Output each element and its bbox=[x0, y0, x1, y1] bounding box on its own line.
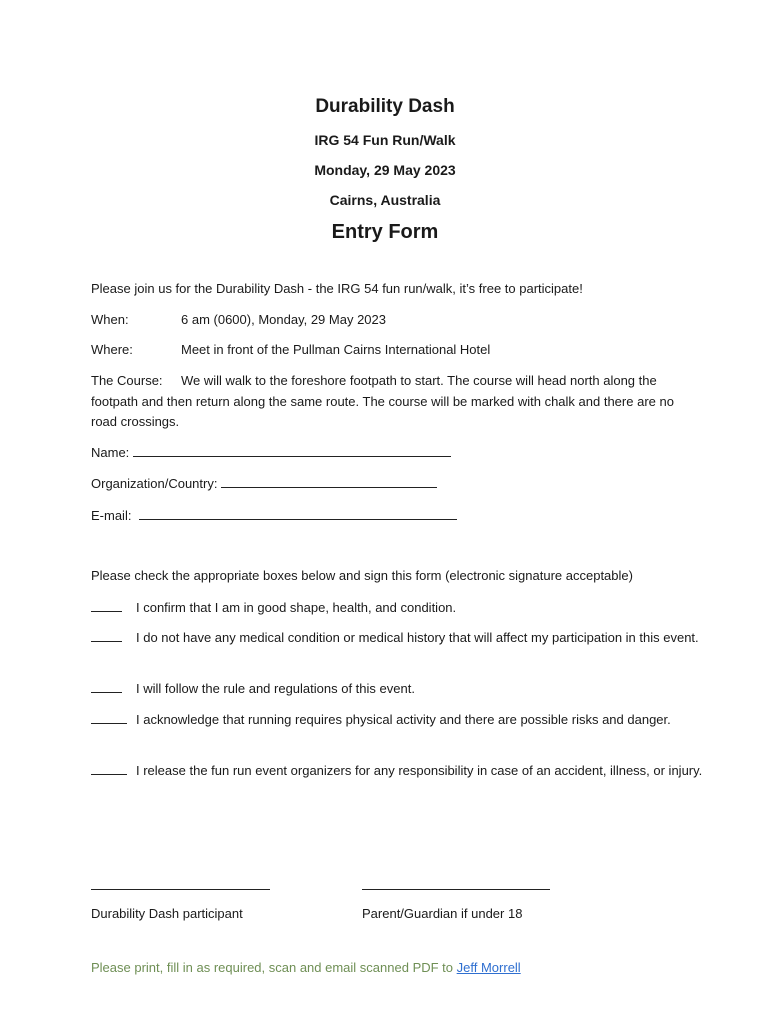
organization-input-line[interactable] bbox=[221, 475, 437, 488]
checklist-item[interactable] bbox=[91, 709, 681, 730]
checklist-item[interactable] bbox=[91, 760, 726, 781]
participant-signature-line[interactable] bbox=[91, 889, 270, 890]
check-blank[interactable] bbox=[91, 599, 122, 612]
name-input-line[interactable] bbox=[133, 444, 451, 457]
event-date: Monday, 29 May 2023 bbox=[314, 162, 456, 178]
organization-label: Organization/Country: bbox=[91, 476, 218, 491]
checklist-item[interactable] bbox=[91, 597, 726, 618]
where-row bbox=[91, 340, 691, 361]
when-row bbox=[91, 310, 691, 331]
footer-text: Please print, fill in as required, scan and email scanned PDF to bbox=[91, 960, 457, 975]
checklist-item[interactable] bbox=[91, 627, 726, 648]
guardian-signature-label: Parent/Guardian if under 18 bbox=[362, 906, 523, 921]
course-row bbox=[91, 371, 691, 433]
check-blank[interactable] bbox=[91, 711, 127, 724]
document-title: Durability Dash bbox=[315, 96, 455, 117]
checklist-instruction: Please check the appropriate boxes below and sign this form (electronic signature acceptable) bbox=[91, 568, 633, 583]
checklist-item-text: I confirm that I am in good shape, health, and condition. bbox=[136, 600, 457, 615]
guardian-signature-line[interactable] bbox=[362, 889, 550, 890]
where-label: Where: bbox=[91, 342, 133, 357]
footer-note bbox=[91, 960, 521, 975]
form-title: Entry Form bbox=[331, 221, 439, 243]
email-label: E-mail: bbox=[91, 508, 132, 523]
when-value: 6 am (0600), Monday, 29 May 2023 bbox=[181, 312, 386, 327]
intro-text: Please join us for the Durability Dash - the IRG 54 fun run/walk, it’s free to participate! bbox=[91, 281, 583, 296]
check-blank[interactable] bbox=[91, 762, 127, 775]
email-input-line[interactable] bbox=[139, 507, 457, 520]
checklist-item-text: I do not have any medical condition or medical history that will affect my participation in this event. bbox=[136, 630, 699, 645]
checklist-item-text: I release the fun run event organizers for any responsibility in case of an accident, illness, or injury. bbox=[136, 763, 703, 778]
check-blank[interactable] bbox=[91, 680, 122, 693]
organization-field[interactable] bbox=[91, 474, 691, 495]
participant-signature-label: Durability Dash participant bbox=[91, 906, 243, 921]
event-location: Cairns, Australia bbox=[329, 192, 441, 208]
event-subtitle: IRG 54 Fun Run/Walk bbox=[314, 132, 456, 148]
checklist-item-text: I will follow the rule and regulations of this event. bbox=[136, 681, 415, 696]
email-field[interactable] bbox=[91, 506, 691, 527]
check-blank[interactable] bbox=[91, 629, 122, 642]
checklist-item-text: I acknowledge that running requires physical activity and there are possible risks and danger. bbox=[136, 712, 671, 727]
course-value: We will walk to the foreshore footpath to start. The course will head north along the footpath and then return along the same route. The course will be marked with chalk and there are no road crossings. bbox=[91, 373, 674, 429]
when-label: When: bbox=[91, 312, 129, 327]
contact-link[interactable]: Jeff Morrell bbox=[456, 960, 521, 975]
name-label: Name: bbox=[91, 445, 130, 460]
name-field[interactable] bbox=[91, 443, 691, 464]
checklist-item[interactable] bbox=[91, 678, 726, 699]
where-value: Meet in front of the Pullman Cairns International Hotel bbox=[181, 342, 491, 357]
course-label: The Course: bbox=[91, 373, 163, 388]
